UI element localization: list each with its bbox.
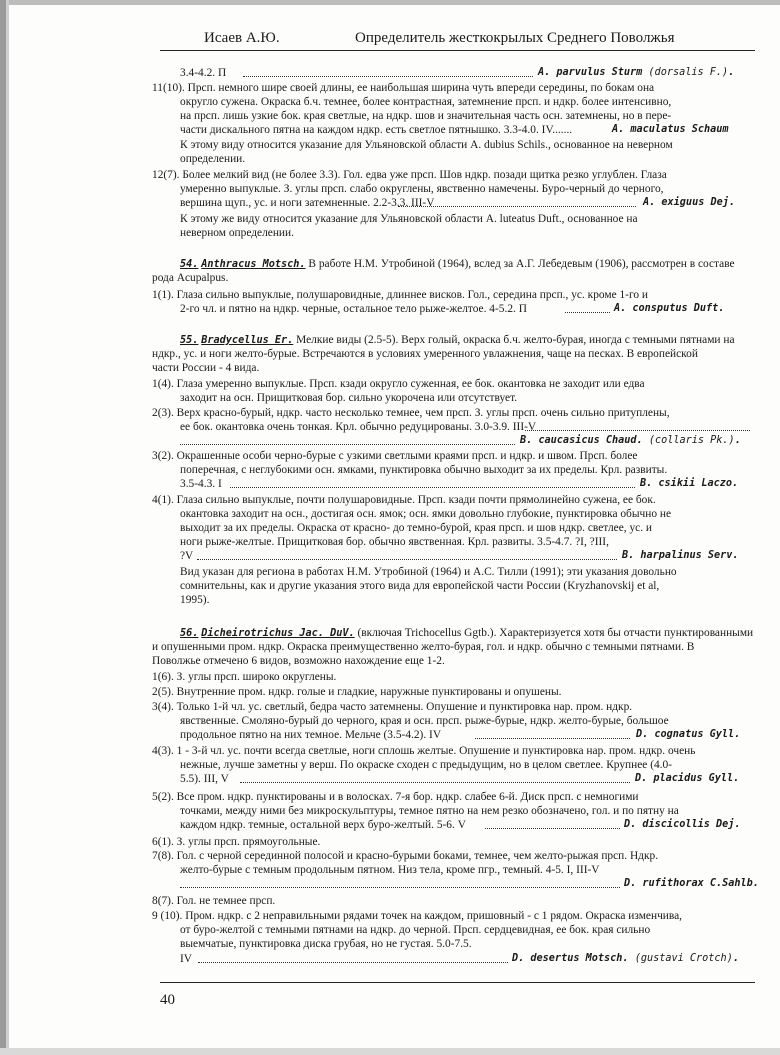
text-line: 9 (10). Пром. ндкр. с 2 неправильными рядами точек на каждом, пришовный - с 1 рядом. Окраска изменчива, [152,910,683,922]
running-header-author: Исаев А.Ю. [204,30,280,46]
genus-heading: 54. Anthracus Motsch. В работе Н.М. Утробиной (1964), вслед за А.Г. Лебедевым (1906), рассмотрен в составе [180,258,735,270]
text-line: 3.5-4.3. I [180,478,222,490]
dot-leader [180,444,515,445]
text-line: IV [180,953,193,965]
species-name: D. discicollis Dej. [624,819,741,830]
dot-leader [525,430,750,431]
genus-heading: 56. Dicheirotrichus Jac. DuV. (включая Trichocellus Ggtb.). Характеризуется хотя бы отчасти пунктированными [180,627,754,639]
dot-leader [485,828,620,829]
text-line: выходит за их пределы. Окраска от красно- до темно-бурой, края прсп. и шов ндкр. светлее, ус. и [180,522,652,534]
text-line: каждом ндкр. темные, остальной верх буро-желтый. 5-6. V [180,819,466,831]
text-line: 6(1). З. углы прсп. прямоугольные. [152,836,321,848]
text-line: и опушенными пром. ндкр. Окраска преимущественно желто-бурая, гол. и ндкр. обычно с темными пятнами. В [152,641,695,653]
text-line: выемчатые, пунктировка диска грубая, но не густая. 5.0-7.5. [180,938,472,950]
species-name: D. cognatus Gyll. [636,729,741,740]
text-line: ндкр., ус. и ноги желто-бурые. Встречаются в условиях умеренного увлажнения, чаще на песках. В европейской [152,348,698,360]
dot-leader [180,887,620,888]
text-line: округло сужена. Окраска б.ч. темнее, более контрастная, затемнение прсп. и ндкр. более интенсивно, [180,96,672,108]
scan-shadow-bottom [0,1048,780,1055]
text-line: на прсп. лишь узкие бок. края светлые, на ндкр. шов и значительная часть осн. затемнены, но в пере- [180,110,672,122]
dot-leader [197,559,617,560]
text-line: от буро-желтой с темными пятнами на ндкр. до черной. Прсп. сердцевидная, ее бок. края сильно [180,924,651,936]
text-line: желто-бурые с темным продольным пятном. Низ тела, кроме пгр., темный. 4-5. I, III-V [180,864,600,876]
footer-rule [160,982,755,983]
text-line: поперечная, с неглубокими осн. ямками, пунктировка обычно выходит за их пределы. Крл. развиты. [180,464,668,476]
text-line: окантовка заходит на осн., достигая осн. ямок; осн. ямки довольно глубокие, пунктировка обычно не [180,508,672,520]
text-line: 4(3). 1 - 3-й чл. ус. почти всегда светлые, ноги сплошь желтые. Опушение и пунктировка нар. пром. ндкр. очень [152,745,696,757]
text-line: К этому же виду относится указание для Ульяновской области A. luteatus Duft., основанное на [180,213,638,225]
text-line: заходит на осн. Прищитковая бор. сильно укорочена или отсутствует. [180,392,518,404]
text-line: неверном определении. [180,227,294,239]
species-name: D. rufithorax C.Sahlb. [624,878,759,889]
species-name: A. parvulus Sturm (dorsalis F.). [538,67,735,78]
text-line: 2(5). Внутренние пром. ндкр. голые и гладкие, наружные пунктированы и опушены. [152,686,562,698]
text-line: 1995). [180,594,210,606]
text-line: явственные. Смоляно-бурый до черного, края и осн. прсп. рыже-бурые, ндкр. желто-бурые, большое [180,715,669,727]
text-line: нежные, лучше заметны у верш. По окраске сходен с предыдущим, но в целом светлее. Крупнее (4.0- [180,759,673,771]
text-line: 5(2). Все пром. ндкр. пунктированы и в волосках. 7-я бор. ндкр. слабее 6-й. Диск прсп. с немногими [152,791,639,803]
text-line: 5.5). III, V [180,773,229,785]
species-name: A. consputus Duft. [614,303,725,314]
header-rule [160,50,755,51]
genus-heading: 55. Bradycellus Er. Мелкие виды (2.5-5). Верх голый, окраска б.ч. желто-бурая, иногда с темными пятнами на [180,334,735,346]
dot-leader [243,76,533,77]
species-name: B. harpalinus Serv. [622,550,739,561]
text-line: К этому виду относится указание для Ульяновской области A. dubius Schils., основанное на неверном [180,139,673,151]
species-name: D. desertus Motsch. (gustavi Crotch). [512,953,739,964]
text-line: ?V [180,550,194,562]
species-name: B. caucasicus Chaud. (collaris Pk.). [520,435,741,446]
text-line: 8(7). Гол. не темнее прсп. [152,895,276,907]
species-name: A. exiguus Dej. [643,197,736,208]
dot-leader [198,962,508,963]
text-line: ее бок. окантовка очень тонкая. Крл. обычно редуцированы. 3.0-3.9. III-V [180,421,537,433]
text-line: 3.4-4.2. П [180,67,227,79]
text-line: определении. [180,153,246,165]
text-line: 12(7). Более мелкий вид (не более 3.3). Гол. едва уже прсп. Шов ндкр. позади щитка резко углублен. Глаза [152,169,667,181]
scan-shadow-top [0,0,780,5]
dot-leader [565,312,610,313]
text-line: части России - 4 вида. [152,362,260,374]
text-line: 7(8). Гол. с черной серединной полосой и красно-бурыми боками, темнее, чем желто-рыжая прсп. Ндкр. [152,850,659,862]
species-name: D. placidus Gyll. [635,773,740,784]
text-line: 2-го чл. и пятно на ндкр. черные, остальное тело рыже-желтое. 4-5.2. П [180,303,527,315]
text-line: 2(3). Верх красно-бурый, ндкр. часто несколько темнее, чем прсп. З. углы прсп. очень сильно притуплены, [152,407,670,419]
dot-leader [475,738,630,739]
text-line: точками, между ними без микроскульптуры, темное пятно на нем резко обозначено, гол. и по пятну на [180,805,679,817]
text-line: Вид указан для региона в работах Н.М. Утробиной (1964) и А.С. Тилли (1991); эти указания довольно [180,566,677,578]
text-line: умеренно выпуклые. З. углы прсп. слабо округлены, явственно намечены. Буро-черный до черного, [180,183,664,195]
text-line: части дискального пятна на каждом ндкр. есть светлое пятнышко. 3.3-4.0. IV....... [180,124,573,136]
dot-leader [398,206,636,207]
text-line: продольное пятно на них темное. Мельче (3.5-4.2). IV [180,729,442,741]
text-line: 3(2). Окрашенные особи черно-бурые с узкими светлыми краями прсп. и ндкр. и швом. Прсп. более [152,450,638,462]
text-line: 3(4). Только 1-й чл. ус. светлый, бедра часто затемнены. Опушение и пунктировка нар. пром. ндкр. [152,701,633,713]
text-line: 1(1). Глаза сильно выпуклые, полушаровидные, длиннее висков. Гол., середина прсп., ус. кроме 1-го и [152,289,649,301]
text-line: 4(1). Глаза сильно выпуклые, почти полушаровидные. Прсп. кзади почти прямолинейно сужена, ее бок. [152,494,656,506]
text-line: 11(10). Прсп. немного шире своей длины, ее наибольшая ширина чуть впереди середины, по бокам она [152,82,655,94]
scan-shadow-left-inner [6,0,9,1055]
text-line: вершина щуп., ус. и ноги затемненные. 2.2-3.3. III-V [180,197,435,209]
text-line: 1(4). Глаза умеренно выпуклые. Прсп. кзади округло суженная, ее бок. окантовка не заходит или едва [152,378,645,390]
text-line: рода Acupalpus. [152,272,229,284]
dot-leader [240,782,630,783]
dot-leader [230,487,635,488]
running-header-title: Определитель жесткокрылых Среднего Поволжья [355,30,675,46]
text-line: сомнительны, как и другие указания этого вида для европейской части России (Kryzhanovskij et al, [180,580,660,592]
page-number: 40 [160,992,175,1008]
species-name: A. maculatus Schaum [612,124,729,135]
text-line: ноги рыже-желтые. Прищитковая бор. обычно явственная. Крл. развиты. 3.5-4.7. ?I, ?III, [180,536,609,548]
text-line: 1(6). З. углы прсп. широко округлены. [152,671,337,683]
species-name: B. csikii Laczo. [640,478,739,489]
text-line: Поволжье отмечено 6 видов, возможно нахождение еще 1-2. [152,655,445,667]
